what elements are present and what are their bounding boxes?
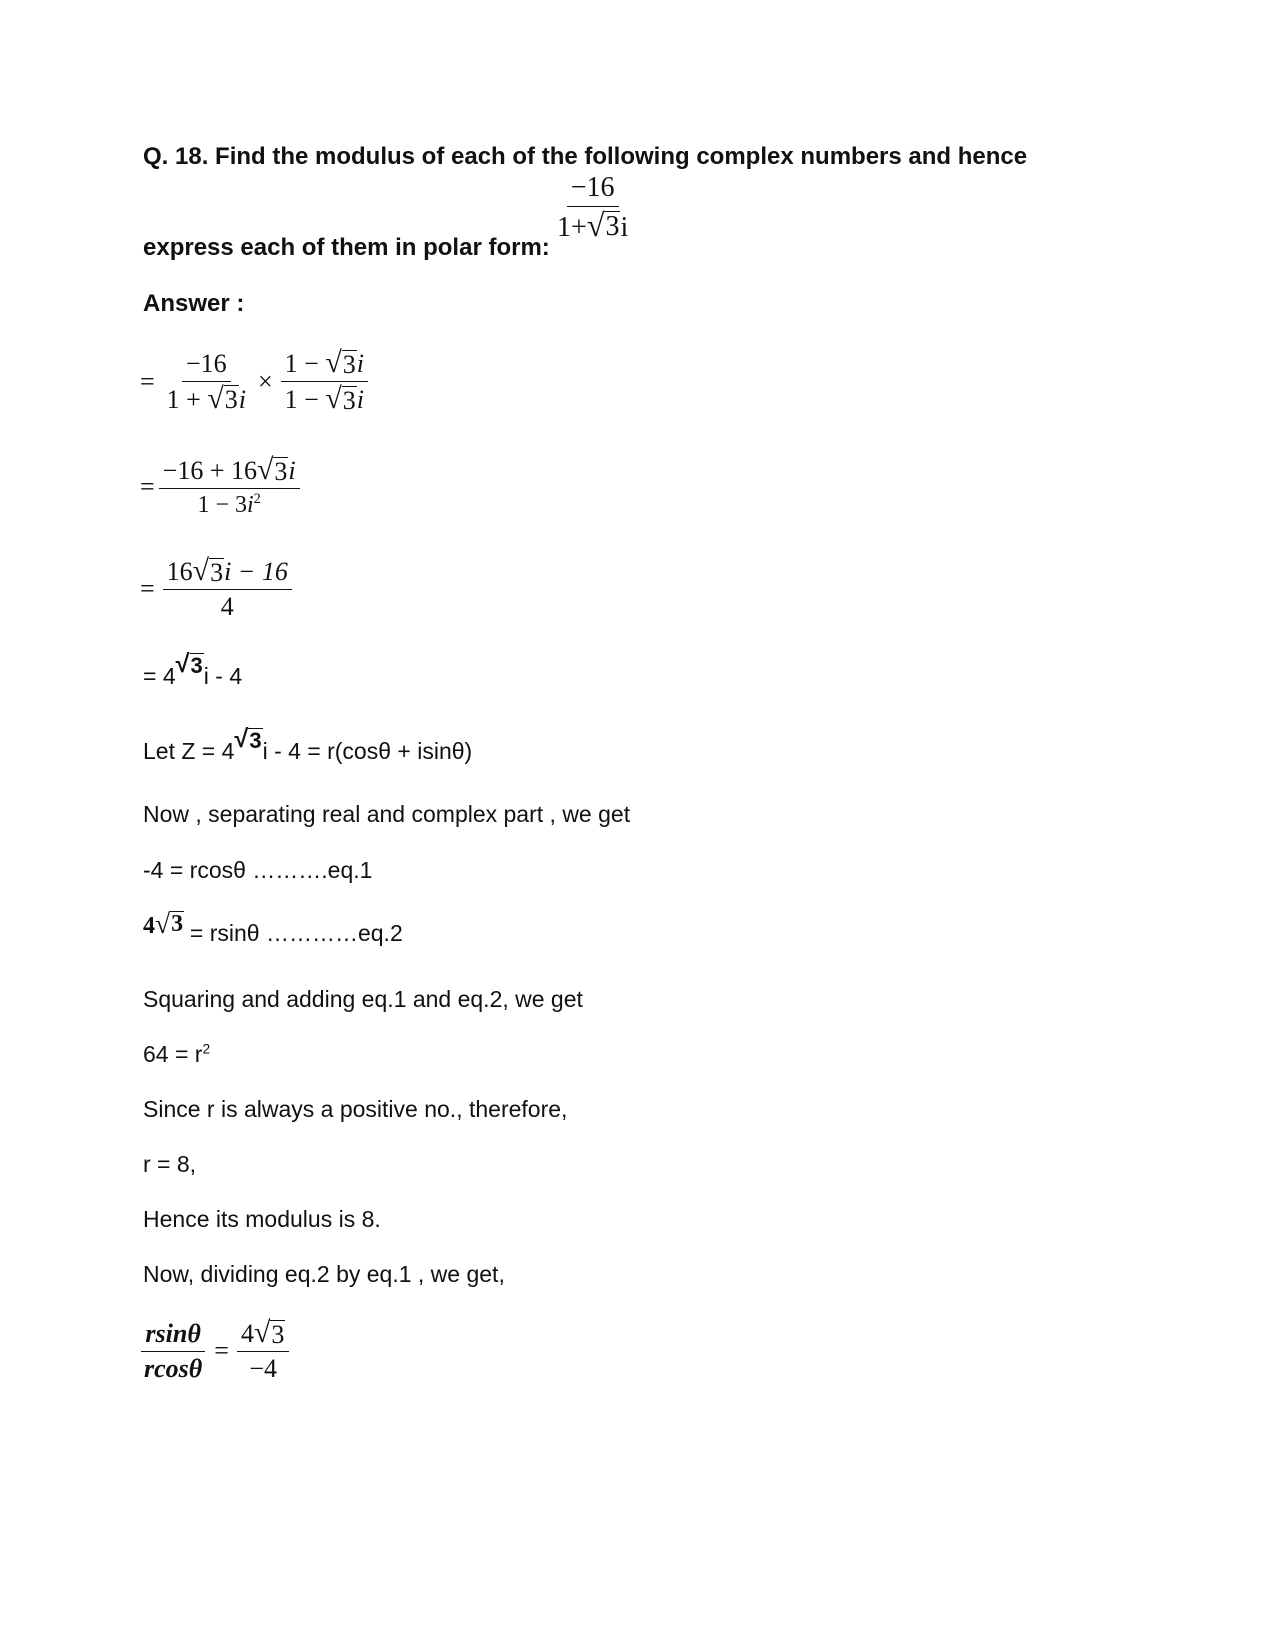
squaring-line: Squaring and adding eq.1 and eq.2, we get (143, 986, 583, 1012)
equals-sign: = (214, 1336, 229, 1365)
equals-sign: = (140, 366, 155, 396)
equals-sign: = (140, 574, 155, 603)
left-numerator: rsinθ (141, 1319, 204, 1352)
eq-1-line: -4 = rcosθ ……….eq.1 (143, 857, 373, 883)
let-z-line (143, 725, 473, 765)
answer-label: Answer : (143, 290, 245, 317)
imaginary-unit: i (620, 212, 629, 243)
den-term: 1 − (284, 385, 319, 414)
fraction-2-numerator (281, 348, 368, 382)
fraction-2 (281, 348, 368, 415)
fraction-1-numerator: −16 (182, 349, 231, 382)
den-term: 1 + (166, 384, 201, 414)
right-numerator (237, 1318, 289, 1352)
radicand: 3 (210, 557, 224, 587)
sqrt-symbol: √ 3 (175, 650, 203, 679)
eq-2-line (143, 908, 403, 948)
imaginary-unit: i (288, 456, 296, 485)
den-term: 1 − 3 (197, 492, 247, 518)
imaginary-unit: i (356, 349, 364, 378)
fraction-denominator (193, 489, 264, 519)
left-denominator: rcosθ (144, 1353, 203, 1383)
radicand: 3 (271, 1319, 285, 1349)
right-fraction (237, 1318, 289, 1384)
radicand: 3 (249, 728, 262, 754)
num-term: 16 (166, 557, 193, 586)
sqrt-symbol: √ 3 (155, 908, 184, 939)
eq-2-rest: = rsinθ …………eq.2 (189, 920, 403, 946)
imaginary-unit: i (356, 385, 364, 414)
left-fraction (140, 1319, 206, 1384)
sqrt-symbol: √ 3 (234, 725, 262, 754)
imaginary-unit: i (238, 384, 246, 414)
r-squared-lhs: 64 = r (143, 1041, 203, 1067)
coefficient: 4 (240, 1319, 254, 1348)
fraction-1 (163, 349, 250, 415)
question-line-2: express each of them in polar form: (143, 234, 550, 261)
question-expr-numerator: −16 (567, 172, 619, 207)
step-4-expression (143, 650, 243, 690)
final-equation (140, 1318, 289, 1384)
step-2-equation (140, 455, 300, 519)
let-z-prefix: Let Z = 4 (143, 738, 235, 764)
radicand: 3 (190, 653, 203, 679)
exponent: 2 (253, 491, 261, 507)
question-expr-denominator (553, 207, 632, 244)
num-term: −16 + 16 (162, 456, 257, 485)
sqrt-symbol: √ 3 (325, 346, 356, 379)
radicand: 3 (224, 385, 238, 415)
step-3-equation (140, 556, 292, 622)
let-z-suffix: i - 4 = r(cosθ + isinθ) (262, 738, 473, 764)
since-line: Since r is always a positive no., therefore, (143, 1096, 568, 1122)
step-4-prefix: = 4 (143, 663, 176, 689)
eq-2-coefficient (143, 908, 184, 939)
step-4-suffix: i - 4 (203, 663, 243, 689)
fraction (163, 556, 292, 622)
sqrt-symbol: √ 3 (325, 382, 356, 415)
num-term: i − 16 (224, 557, 288, 586)
coefficient: 4 (143, 913, 155, 939)
question-line-1: Q. 18. Find the modulus of each of the following complex numbers and hence (143, 143, 1028, 170)
equals-sign: = (140, 472, 155, 501)
r-squared-line (143, 1041, 210, 1068)
separating-line: Now , separating real and complex part , we get (143, 801, 631, 827)
radicand: 3 (342, 349, 356, 379)
radicand: 3 (171, 911, 184, 938)
sqrt-symbol: √ 3 (192, 554, 224, 587)
sqrt-symbol: √ 3 (586, 207, 620, 243)
radicand: 3 (274, 456, 288, 486)
fraction-numerator (163, 556, 292, 590)
sqrt-symbol: √ 3 (253, 1316, 285, 1349)
times-sign: × (257, 366, 273, 396)
radicand: 3 (342, 385, 356, 415)
sqrt-symbol: √ 3 (207, 381, 238, 415)
modulus-line: Hence its modulus is 8. (143, 1206, 381, 1232)
right-denominator: −4 (249, 1354, 277, 1383)
fraction (159, 455, 300, 519)
sqrt-symbol: √ 3 (257, 453, 288, 486)
fraction-denominator: 4 (220, 592, 234, 621)
question-expression (553, 172, 632, 244)
exponent: 2 (202, 1041, 211, 1057)
dividing-line: Now, dividing eq.2 by eq.1 , we get, (143, 1261, 505, 1287)
radicand: 3 (605, 210, 620, 242)
r-value-line: r = 8, (143, 1151, 197, 1177)
fraction-2-denominator (281, 382, 368, 415)
question-expr-den-one-plus: 1+ (557, 212, 587, 243)
num-term: 1 − (284, 349, 319, 378)
fraction-numerator (159, 455, 300, 489)
fraction-1-denominator (163, 382, 250, 415)
imaginary-unit: i (246, 492, 254, 518)
step-1-equation (140, 348, 368, 415)
